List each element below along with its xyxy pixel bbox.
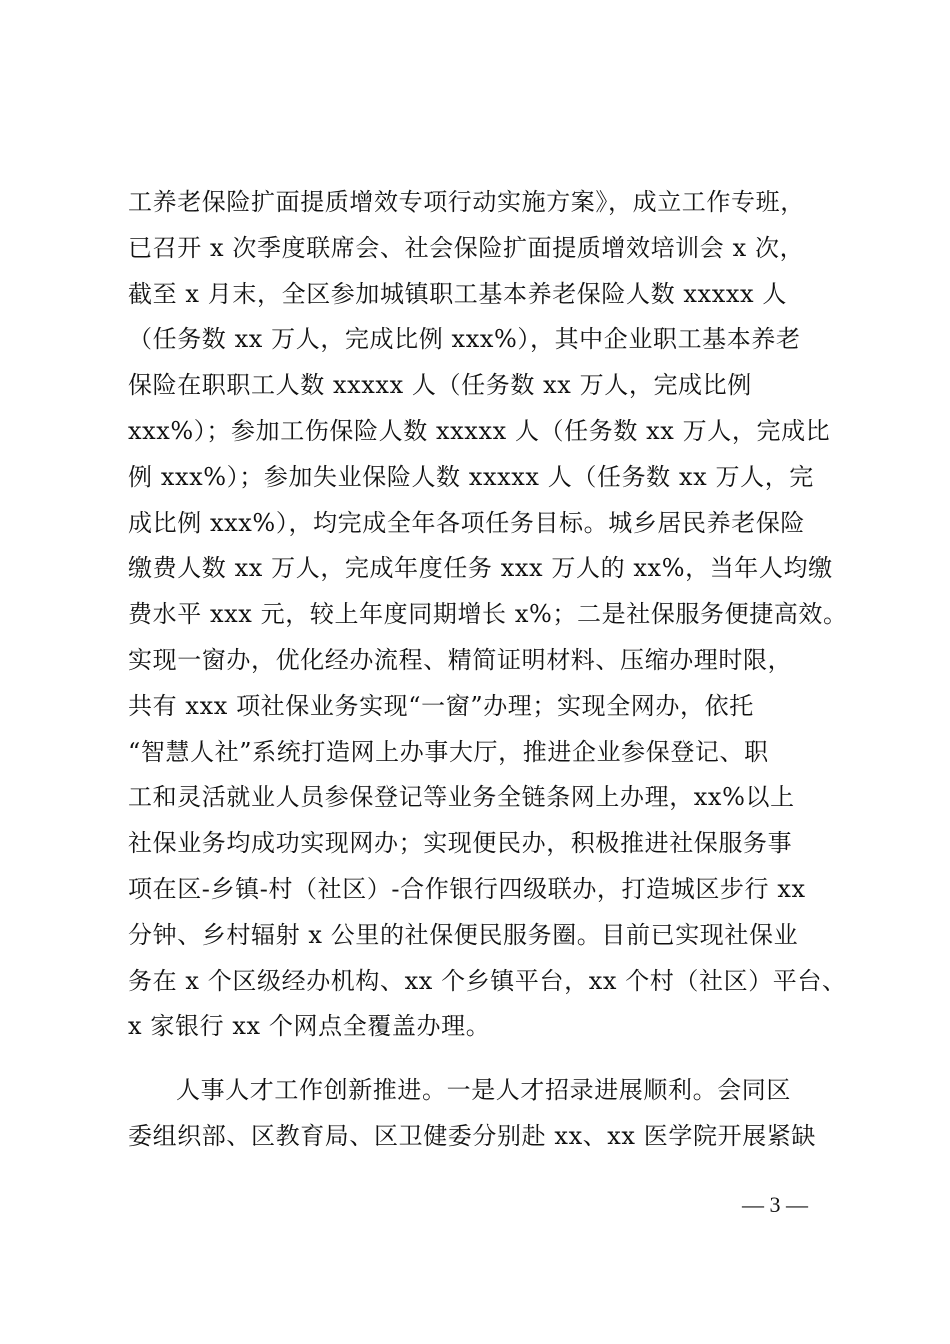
paragraph-2	[128, 1068, 848, 1160]
text-line: 已召开 x 次季度联席会、社会保险扩面提质增效培训会 x 次，	[128, 233, 805, 262]
text-line: 工养老保险扩面提质增效专项行动实施方案》，成立工作专班，	[128, 188, 805, 216]
text-line: 委组织部、区教育局、区卫健委分别赴 xx、xx 医学院开展紧缺	[128, 1121, 816, 1150]
text-line: x 家银行 xx 个网点全覆盖办理。	[128, 1012, 491, 1041]
text-line: 务在 x 个区级经办机构、xx 个乡镇平台，xx 个村（社区）平台、	[128, 966, 847, 995]
text-line: 项在区-乡镇-村（社区）-合作银行四级联办，打造城区步行 xx	[128, 874, 806, 903]
body-text	[128, 180, 848, 1160]
text-line: 分钟、乡村辐射 x 公里的社保便民服务圈。目前已实现社保业	[128, 920, 799, 949]
text-line: “智慧人社”系统打造网上办事大厅，推进企业参保登记、职	[128, 737, 769, 766]
text-line: （任务数 xx 万人，完成比例 xxx%），其中企业职工基本养老	[128, 325, 801, 354]
text-line: 社保业务均成功实现网办；实现便民办，积极推进社保服务事	[128, 829, 793, 858]
text-line: xxx%）；参加工伤保险人数 xxxxx 人（任务数 xx 万人，完成比	[128, 416, 831, 445]
text-line: 共有 xxx 项社保业务实现“一窗”办理；实现全网办，依托	[128, 691, 754, 720]
page-number: — 3 —	[742, 1192, 808, 1217]
text-line: 例 xxx%）；参加失业保险人数 xxxxx 人（任务数 xx 万人，完	[128, 462, 814, 491]
text-line: 成比例 xxx%），均完成全年各项任务目标。城乡居民养老保险	[128, 508, 806, 537]
text-line: 人事人才工作创新推进。一是人才招录进展顺利。会同区	[176, 1076, 791, 1105]
text-line: 工和灵活就业人员参保登记等业务全链条网上办理，xx%以上	[128, 783, 795, 812]
text-line: 保险在职职工人数 xxxxx 人（任务数 xx 万人，完成比例	[128, 371, 752, 400]
text-line: 实现一窗办，优化经办流程、精简证明材料、压缩办理时限，	[128, 645, 793, 674]
text-line: 缴费人数 xx 万人，完成年度任务 xxx 万人的 xx%，当年人均缴	[128, 554, 833, 583]
text-line: 费水平 xxx 元，较上年度同期增长 x%；二是社保服务便捷高效。	[128, 600, 848, 629]
paragraph-1	[128, 180, 848, 1050]
text-line: 截至 x 月末，全区参加城镇职工基本养老保险人数 xxxxx 人	[128, 279, 787, 308]
paragraph-gap	[128, 1050, 848, 1068]
